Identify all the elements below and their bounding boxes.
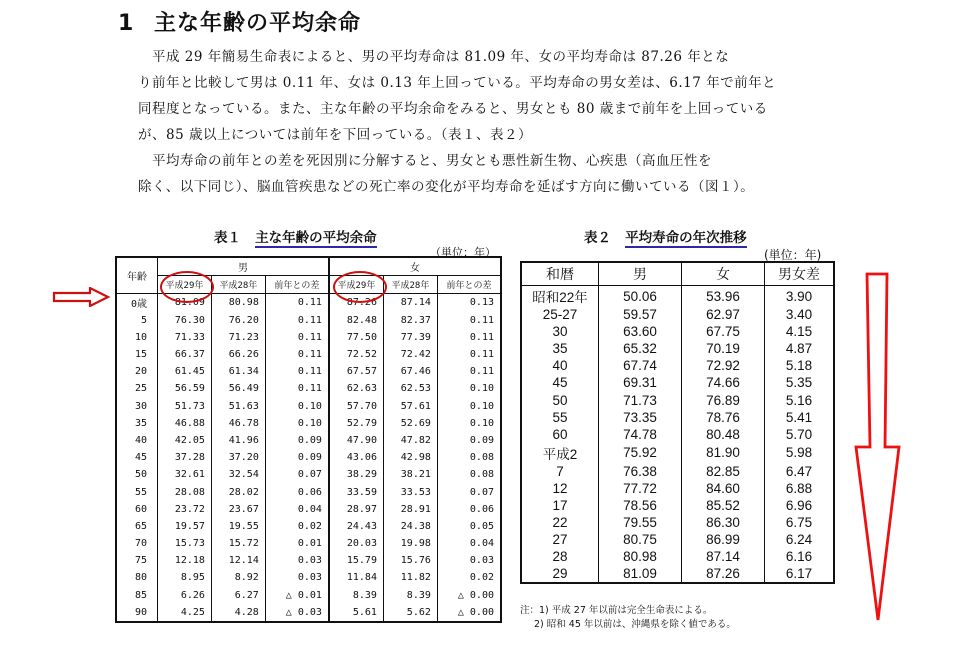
age-cell: 15 [134, 349, 147, 361]
value-cell: 0.01 [265, 535, 329, 552]
table1-row [116, 569, 501, 586]
value-cell: 0.08 [437, 449, 501, 466]
value-cell: 0.06 [265, 483, 329, 500]
value-cell: 82.48 [329, 312, 384, 329]
table2-row [521, 391, 834, 408]
table1 [115, 256, 502, 623]
value-cell: 70.19 [682, 340, 765, 357]
value-cell: 51.73 [158, 398, 212, 415]
value-cell: 15.72 [211, 535, 265, 552]
value-cell: 5.62 [383, 604, 437, 622]
paragraph-1-rest: り前年と比較して男は 0.11 年、女は 0.13 年上回っている。平均寿命の男女差は、6.17 年で前年と同程度となっている。また、主な年齢の平均余命をみると、男女とも 80 歳まで前年を上回っているが、85 歳以上については前年を下回っている。（表１、表２） [138, 75, 777, 143]
value-cell: 6.47 [765, 463, 835, 480]
table1-row [116, 415, 501, 432]
paragraph-2-rest: 除く、以下同じ）、脳血管疾患などの死亡率の変化が平均寿命を延ばす方向に働いている（図１）。 [138, 179, 755, 195]
value-cell: 0.09 [265, 432, 329, 449]
value-cell: 77.39 [383, 329, 437, 346]
table2 [520, 261, 835, 584]
value-cell: 57.61 [383, 398, 437, 415]
value-cell: 19.57 [158, 518, 212, 535]
value-cell: 57.70 [329, 398, 384, 415]
value-cell: 0.10 [437, 398, 501, 415]
female-h29-highlight-ring [333, 271, 387, 303]
value-cell: 76.38 [599, 463, 682, 480]
value-cell: 46.78 [211, 415, 265, 432]
value-cell: 0.11 [437, 346, 501, 363]
note-2: 2) 昭和 45 年以前は、沖縄県を除く値である。 [534, 619, 736, 630]
value-cell: 5.70 [765, 426, 835, 443]
era-cell: 50 [552, 392, 568, 408]
table1-row [116, 449, 501, 466]
value-cell: 3.90 [765, 286, 835, 307]
t2-header-era: 和暦 [521, 262, 599, 286]
era-cell: 昭和22年 [532, 290, 588, 305]
value-cell: 66.26 [211, 346, 265, 363]
table1-label: 表１ [214, 230, 241, 246]
value-cell: 0.05 [437, 518, 501, 535]
value-cell: 87.14 [383, 294, 437, 312]
value-cell: 79.55 [599, 514, 682, 531]
table2-row [521, 374, 834, 391]
age-cell: 0歳 [130, 299, 147, 311]
era-cell: 40 [552, 358, 568, 374]
value-cell: 0.09 [437, 432, 501, 449]
value-cell: 0.09 [265, 449, 329, 466]
male-h29-highlight-ring [160, 271, 214, 303]
table2-row [521, 443, 834, 463]
value-cell: 0.03 [265, 569, 329, 586]
value-cell: 59.57 [599, 306, 682, 323]
value-cell: 80.98 [211, 294, 265, 312]
value-cell: 5.98 [765, 443, 835, 463]
value-cell: 74.66 [682, 374, 765, 391]
table2-row [521, 409, 834, 426]
value-cell: 72.92 [682, 357, 765, 374]
value-cell: 4.25 [158, 604, 212, 622]
age-cell: 30 [134, 400, 147, 412]
value-cell: 42.05 [158, 432, 212, 449]
value-cell: 28.97 [329, 501, 384, 518]
value-cell: 42.98 [383, 449, 437, 466]
age-cell: 75 [134, 555, 147, 567]
table2-row [521, 426, 834, 443]
value-cell: 47.90 [329, 432, 384, 449]
era-cell: 22 [552, 515, 568, 531]
value-cell: 87.14 [682, 548, 765, 565]
table2-row [521, 497, 834, 514]
value-cell: 28.91 [383, 501, 437, 518]
t2-header-male: 男 [599, 262, 682, 286]
value-cell: 23.72 [158, 501, 212, 518]
table1-row [116, 466, 501, 483]
value-cell: 38.29 [329, 466, 384, 483]
value-cell: △ 0.00 [437, 604, 501, 622]
value-cell: 87.26 [329, 294, 384, 312]
female-header: 女 [329, 257, 501, 276]
table1-row [116, 483, 501, 500]
value-cell: 51.63 [211, 398, 265, 415]
value-cell: 72.42 [383, 346, 437, 363]
value-cell: 33.59 [329, 483, 384, 500]
value-cell: 6.24 [765, 531, 835, 548]
t2-header-female: 女 [682, 262, 765, 286]
value-cell: 84.60 [682, 480, 765, 497]
value-cell: 0.07 [265, 466, 329, 483]
table1-row [116, 432, 501, 449]
value-cell: 81.09 [599, 565, 682, 583]
value-cell: 4.28 [211, 604, 265, 622]
note-1: 注：1) 平成 27 年以前は完全生命表による。 [520, 605, 713, 616]
value-cell: 5.18 [765, 357, 835, 374]
age-cell: 45 [134, 452, 147, 464]
value-cell: 4.15 [765, 323, 835, 340]
value-cell: 82.85 [682, 463, 765, 480]
value-cell: 38.21 [383, 466, 437, 483]
value-cell: 43.06 [329, 449, 384, 466]
value-cell: 0.02 [437, 569, 501, 586]
age-cell: 40 [134, 434, 147, 446]
value-cell: 15.76 [383, 552, 437, 569]
value-cell: 0.13 [437, 294, 501, 312]
era-cell: 45 [552, 375, 568, 391]
era-cell: 7 [556, 463, 564, 479]
table1-caption [214, 226, 377, 246]
value-cell: 33.53 [383, 483, 437, 500]
value-cell: 19.55 [211, 518, 265, 535]
table1-row [116, 587, 501, 604]
age-cell: 65 [134, 520, 147, 532]
value-cell: 6.88 [765, 480, 835, 497]
section-title: 主な年齢の平均余命 [154, 11, 362, 36]
value-cell: 6.17 [765, 565, 835, 583]
value-cell: 67.57 [329, 363, 384, 380]
value-cell: 73.35 [599, 409, 682, 426]
age-cell: 5 [140, 314, 147, 326]
value-cell: 12.14 [211, 552, 265, 569]
value-cell: 0.03 [437, 552, 501, 569]
value-cell: 15.79 [329, 552, 384, 569]
age-cell: 50 [134, 469, 147, 481]
female-sub-h29: 平成29年 [329, 276, 384, 294]
table2-row [521, 463, 834, 480]
value-cell: 8.39 [383, 587, 437, 604]
value-cell: 0.10 [265, 398, 329, 415]
table2-title: 平均寿命の年次推移 [625, 230, 747, 246]
value-cell: 0.02 [265, 518, 329, 535]
value-cell: 0.11 [265, 380, 329, 397]
male-header: 男 [158, 257, 329, 276]
down-arrow-annotation-icon [852, 272, 902, 624]
era-cell: 17 [552, 497, 568, 513]
value-cell: 24.38 [383, 518, 437, 535]
value-cell: 8.95 [158, 569, 212, 586]
value-cell: △ 0.00 [437, 587, 501, 604]
value-cell: 0.11 [265, 346, 329, 363]
value-cell: 4.87 [765, 340, 835, 357]
value-cell: 80.48 [682, 426, 765, 443]
era-cell: 30 [552, 324, 568, 340]
age-cell: 20 [134, 366, 147, 378]
value-cell: 56.49 [211, 380, 265, 397]
era-cell: 60 [552, 426, 568, 442]
era-cell: 55 [552, 409, 568, 425]
table1-row [116, 363, 501, 380]
era-cell: 29 [552, 566, 568, 582]
table1-row [116, 552, 501, 569]
value-cell: 81.09 [158, 294, 212, 312]
table1-row [116, 518, 501, 535]
table1-row [116, 329, 501, 346]
value-cell: 0.10 [437, 380, 501, 397]
value-cell: 0.04 [265, 501, 329, 518]
section-number: 1 [118, 11, 135, 36]
value-cell: 62.53 [383, 380, 437, 397]
female-sub-diff: 前年との差 [437, 276, 501, 294]
table2-row [521, 340, 834, 357]
value-cell: 78.56 [599, 497, 682, 514]
value-cell: 67.46 [383, 363, 437, 380]
value-cell: 24.43 [329, 518, 384, 535]
value-cell: 3.40 [765, 306, 835, 323]
value-cell: 15.73 [158, 535, 212, 552]
table2-label: 表２ [584, 230, 611, 246]
value-cell: 0.07 [437, 483, 501, 500]
value-cell: 82.37 [383, 312, 437, 329]
value-cell: △ 0.01 [265, 587, 329, 604]
value-cell: 74.78 [599, 426, 682, 443]
male-sub-h29: 平成29年 [158, 276, 212, 294]
value-cell: 0.11 [265, 363, 329, 380]
value-cell: 0.11 [265, 294, 329, 312]
value-cell: 28.08 [158, 483, 212, 500]
table2-row [521, 357, 834, 374]
value-cell: 0.08 [437, 466, 501, 483]
value-cell: 6.16 [765, 548, 835, 565]
table2-row [521, 548, 834, 565]
female-sub-h28: 平成28年 [383, 276, 437, 294]
value-cell: 0.11 [437, 312, 501, 329]
value-cell: 85.52 [682, 497, 765, 514]
value-cell: 0.10 [265, 415, 329, 432]
value-cell: 6.96 [765, 497, 835, 514]
era-cell: 25-27 [542, 307, 578, 323]
value-cell: 78.76 [682, 409, 765, 426]
table1-row [116, 398, 501, 415]
value-cell: 47.82 [383, 432, 437, 449]
paragraph-1-line1: 平成 29 年簡易生命表によると、男の平均寿命は 81.09 年、女の平均寿命は 87.26 年とな [152, 49, 730, 65]
value-cell: 53.96 [682, 286, 765, 307]
value-cell: 66.37 [158, 346, 212, 363]
value-cell: 8.39 [329, 587, 384, 604]
value-cell: 5.16 [765, 391, 835, 408]
value-cell: 56.59 [158, 380, 212, 397]
value-cell: 32.54 [211, 466, 265, 483]
value-cell: 86.30 [682, 514, 765, 531]
era-cell: 35 [552, 341, 568, 357]
male-sub-diff: 前年との差 [265, 276, 329, 294]
age-cell: 90 [134, 606, 147, 618]
value-cell: 0.11 [265, 312, 329, 329]
value-cell: 77.72 [599, 480, 682, 497]
value-cell: 52.69 [383, 415, 437, 432]
value-cell: 0.11 [437, 363, 501, 380]
era-cell: 28 [552, 549, 568, 565]
age-cell: 70 [134, 538, 147, 550]
value-cell: 19.98 [383, 535, 437, 552]
value-cell: 6.75 [765, 514, 835, 531]
table2-row [521, 286, 834, 307]
value-cell: 8.92 [211, 569, 265, 586]
value-cell: 5.61 [329, 604, 384, 622]
table2-row [521, 480, 834, 497]
value-cell: 0.03 [265, 552, 329, 569]
age-cell: 25 [134, 383, 147, 395]
table2-row [521, 514, 834, 531]
table1-row [116, 312, 501, 329]
section-heading [118, 6, 361, 37]
era-cell: 27 [552, 532, 568, 548]
age-cell: 35 [134, 417, 147, 429]
value-cell: 76.30 [158, 312, 212, 329]
value-cell: 28.02 [211, 483, 265, 500]
right-arrow-annotation-icon [52, 287, 112, 307]
table1-title: 主な年齢の平均余命 [255, 230, 377, 246]
value-cell: 63.60 [599, 323, 682, 340]
value-cell: 50.06 [599, 286, 682, 307]
table2-row [521, 323, 834, 340]
value-cell: 76.89 [682, 391, 765, 408]
value-cell: △ 0.03 [265, 604, 329, 622]
value-cell: 5.35 [765, 374, 835, 391]
era-cell: 12 [552, 480, 568, 496]
value-cell: 12.18 [158, 552, 212, 569]
value-cell: 6.27 [211, 587, 265, 604]
value-cell: 6.26 [158, 587, 212, 604]
era-cell: 平成2 [542, 446, 578, 462]
table1-row [116, 604, 501, 622]
table2-row [521, 531, 834, 548]
value-cell: 62.63 [329, 380, 384, 397]
male-sub-h28: 平成28年 [211, 276, 265, 294]
value-cell: 65.32 [599, 340, 682, 357]
value-cell: 20.03 [329, 535, 384, 552]
value-cell: 80.75 [599, 531, 682, 548]
value-cell: 69.31 [599, 374, 682, 391]
table2-row [521, 306, 834, 323]
table2-row [521, 565, 834, 583]
value-cell: 72.52 [329, 346, 384, 363]
value-cell: 11.84 [329, 569, 384, 586]
value-cell: 61.34 [211, 363, 265, 380]
t2-header-diff: 男女差 [765, 262, 835, 286]
table1-row [116, 346, 501, 363]
value-cell: 67.74 [599, 357, 682, 374]
value-cell: 32.61 [158, 466, 212, 483]
value-cell: 80.98 [599, 548, 682, 565]
age-cell: 80 [134, 572, 147, 584]
value-cell: 71.23 [211, 329, 265, 346]
value-cell: 81.90 [682, 443, 765, 463]
value-cell: 41.96 [211, 432, 265, 449]
table2-unit: (単位：年) [764, 248, 822, 262]
value-cell: 87.26 [682, 565, 765, 583]
value-cell: 61.45 [158, 363, 212, 380]
value-cell: 23.67 [211, 501, 265, 518]
value-cell: 5.41 [765, 409, 835, 426]
value-cell: 11.82 [383, 569, 437, 586]
value-cell: 71.33 [158, 329, 212, 346]
table2-caption [584, 226, 747, 246]
value-cell: 0.06 [437, 501, 501, 518]
table1-row [116, 380, 501, 397]
value-cell: 52.79 [329, 415, 384, 432]
value-cell: 75.92 [599, 443, 682, 463]
age-header: 年齢 [116, 257, 158, 294]
paragraph-2-line1: 平均寿命の前年との差を死因別に分解すると、男女とも悪性新生物、心疾患（高血圧性を [152, 153, 712, 169]
value-cell: 76.20 [211, 312, 265, 329]
value-cell: 0.04 [437, 535, 501, 552]
age-cell: 85 [134, 589, 147, 601]
value-cell: 67.75 [682, 323, 765, 340]
value-cell: 0.11 [437, 329, 501, 346]
table2-notes [520, 604, 736, 632]
value-cell: 86.99 [682, 531, 765, 548]
value-cell: 46.88 [158, 415, 212, 432]
age-cell: 10 [134, 331, 147, 343]
value-cell: 71.73 [599, 391, 682, 408]
table1-row [116, 501, 501, 518]
value-cell: 37.28 [158, 449, 212, 466]
value-cell: 62.97 [682, 306, 765, 323]
paragraph-2 [138, 148, 788, 200]
value-cell: 77.50 [329, 329, 384, 346]
age-cell: 55 [134, 486, 147, 498]
value-cell: 37.20 [211, 449, 265, 466]
paragraph-1 [138, 44, 788, 148]
table1-row [116, 535, 501, 552]
table1-unit: （単位：年） [430, 246, 496, 259]
age-cell: 60 [134, 503, 147, 515]
value-cell: 0.10 [437, 415, 501, 432]
value-cell: 0.11 [265, 329, 329, 346]
